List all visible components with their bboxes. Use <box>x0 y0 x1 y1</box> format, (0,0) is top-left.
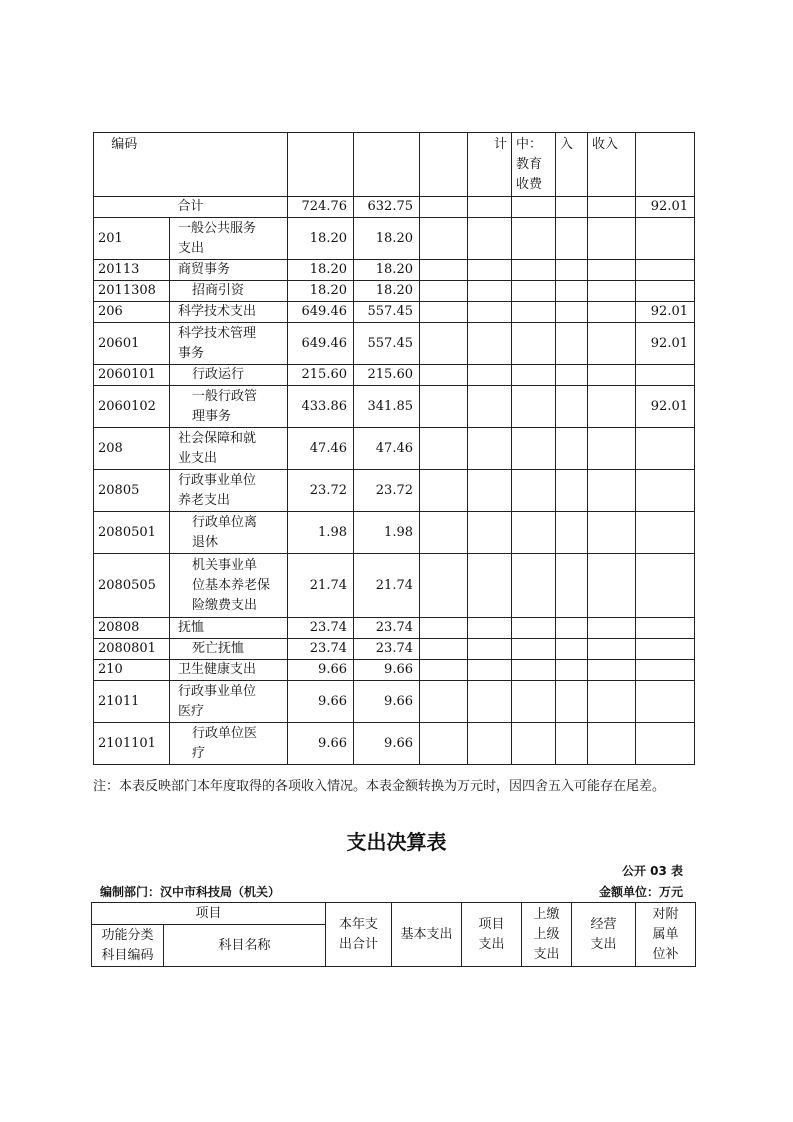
row-code: 2011308 <box>94 281 170 302</box>
table-row <box>94 618 695 639</box>
row-name: 科学技术管理 事务 <box>170 323 288 365</box>
row-v1: 649.46 <box>288 302 354 323</box>
compiling-department: 编制部门：汉中市科技局（机关） <box>100 885 281 899</box>
row-code: 2101101 <box>94 723 170 765</box>
row-name: 一般行政管 理事务 <box>170 386 288 428</box>
row-v2: 23.74 <box>354 618 420 639</box>
row-v1: 18.20 <box>288 260 354 281</box>
subject-name-header: 科目名称 <box>164 925 326 967</box>
row-v8 <box>636 512 695 554</box>
table-note: 注：本表反映部门本年度取得的各项收入情况。本表金额转换为万元时，因四舍五入可能存在尾差。 <box>93 779 666 794</box>
row-v2: 1.98 <box>354 512 420 554</box>
row-name: 行政单位离 退休 <box>170 512 288 554</box>
row-v1: 21.74 <box>288 554 354 618</box>
row-v2: 557.45 <box>354 323 420 365</box>
table-row <box>94 470 695 512</box>
row-v8 <box>636 639 695 660</box>
row-v8 <box>636 260 695 281</box>
table-header-row <box>94 133 695 197</box>
upper-header: 上缴 上级 支出 <box>522 903 572 967</box>
table-row <box>94 512 695 554</box>
row-code: 20113 <box>94 260 170 281</box>
table-row <box>94 302 695 323</box>
row-v8 <box>636 554 695 618</box>
table-row <box>94 260 695 281</box>
row-code: 20808 <box>94 618 170 639</box>
header-col5: 计 <box>468 133 512 197</box>
row-name: 行政运行 <box>170 365 288 386</box>
table-row <box>94 365 695 386</box>
row-code: 2080801 <box>94 639 170 660</box>
row-v1: 433.86 <box>288 386 354 428</box>
row-code: 2060102 <box>94 386 170 428</box>
row-code: 201 <box>94 218 170 260</box>
header-col6: 中： 教育 收费 <box>512 133 556 197</box>
subsidy-header: 对附 属单 位补 <box>636 903 696 967</box>
row-v2: 23.74 <box>354 639 420 660</box>
row-v8 <box>636 660 695 681</box>
item-header: 项目 <box>92 903 326 925</box>
row-name: 卫生健康支出 <box>170 660 288 681</box>
row-v1: 47.46 <box>288 428 354 470</box>
row-code: 20601 <box>94 323 170 365</box>
table-row <box>94 323 695 365</box>
table-row <box>94 386 695 428</box>
total-v2: 632.75 <box>354 197 420 218</box>
row-v2: 9.66 <box>354 660 420 681</box>
row-code: 2080505 <box>94 554 170 618</box>
total-row <box>94 197 695 218</box>
table-row <box>94 281 695 302</box>
row-v2: 18.20 <box>354 281 420 302</box>
row-v1: 9.66 <box>288 723 354 765</box>
expenditure-table <box>91 902 696 967</box>
row-v8 <box>636 618 695 639</box>
row-v8: 92.01 <box>636 302 695 323</box>
project-header: 项目 支出 <box>462 903 522 967</box>
row-v2: 18.20 <box>354 218 420 260</box>
row-v8 <box>636 470 695 512</box>
table-code: 公开 03 表 <box>621 864 683 878</box>
row-v2: 215.60 <box>354 365 420 386</box>
header-col8: 收入 <box>588 133 636 197</box>
row-v2: 23.72 <box>354 470 420 512</box>
row-v2: 9.66 <box>354 681 420 723</box>
row-v8 <box>636 428 695 470</box>
total-v8: 92.01 <box>636 197 695 218</box>
row-name: 行政单位医 疗 <box>170 723 288 765</box>
total-v1: 724.76 <box>288 197 354 218</box>
amount-unit: 金额单位：万元 <box>598 885 683 899</box>
row-v2: 47.46 <box>354 428 420 470</box>
row-code: 206 <box>94 302 170 323</box>
row-v1: 215.60 <box>288 365 354 386</box>
row-name: 行政事业单位 医疗 <box>170 681 288 723</box>
table-row <box>94 660 695 681</box>
page-title: 支出决算表 <box>346 830 447 854</box>
table-row <box>94 218 695 260</box>
row-name: 招商引资 <box>170 281 288 302</box>
row-v2: 18.20 <box>354 260 420 281</box>
row-v2: 557.45 <box>354 302 420 323</box>
total-header: 本年支 出合计 <box>326 903 392 967</box>
row-code: 208 <box>94 428 170 470</box>
row-code: 2080501 <box>94 512 170 554</box>
table-row <box>94 681 695 723</box>
row-name: 一般公共服务 支出 <box>170 218 288 260</box>
total-label: 合计 <box>94 197 288 218</box>
header-col7: 入 <box>556 133 588 197</box>
table-row <box>94 428 695 470</box>
row-v1: 23.74 <box>288 618 354 639</box>
row-name: 行政事业单位 养老支出 <box>170 470 288 512</box>
row-code: 20805 <box>94 470 170 512</box>
row-v2: 21.74 <box>354 554 420 618</box>
row-v1: 18.20 <box>288 281 354 302</box>
row-v8 <box>636 681 695 723</box>
row-v2: 341.85 <box>354 386 420 428</box>
table-row <box>94 554 695 618</box>
row-code: 210 <box>94 660 170 681</box>
row-name: 社会保障和就 业支出 <box>170 428 288 470</box>
row-name: 科学技术支出 <box>170 302 288 323</box>
table-row <box>94 639 695 660</box>
row-v8: 92.01 <box>636 323 695 365</box>
row-code: 21011 <box>94 681 170 723</box>
func-code-header: 功能分类 科目编码 <box>92 925 164 967</box>
row-v1: 18.20 <box>288 218 354 260</box>
row-code: 2060101 <box>94 365 170 386</box>
row-v1: 9.66 <box>288 681 354 723</box>
row-v8: 92.01 <box>636 386 695 428</box>
row-v8 <box>636 723 695 765</box>
row-name: 商贸事务 <box>170 260 288 281</box>
row-v1: 23.74 <box>288 639 354 660</box>
row-v8 <box>636 218 695 260</box>
row-v8 <box>636 281 695 302</box>
table-row <box>94 723 695 765</box>
code-header: 编码 <box>94 133 155 197</box>
business-header: 经营 支出 <box>572 903 636 967</box>
row-v1: 9.66 <box>288 660 354 681</box>
income-table <box>93 132 695 765</box>
row-name: 死亡抚恤 <box>170 639 288 660</box>
row-v8 <box>636 365 695 386</box>
row-v2: 9.66 <box>354 723 420 765</box>
row-v1: 1.98 <box>288 512 354 554</box>
row-v1: 649.46 <box>288 323 354 365</box>
row-v1: 23.72 <box>288 470 354 512</box>
basic-header: 基本支出 <box>392 903 462 967</box>
row-name: 机关事业单 位基本养老保 险缴费支出 <box>170 554 288 618</box>
row-name: 抚恤 <box>170 618 288 639</box>
